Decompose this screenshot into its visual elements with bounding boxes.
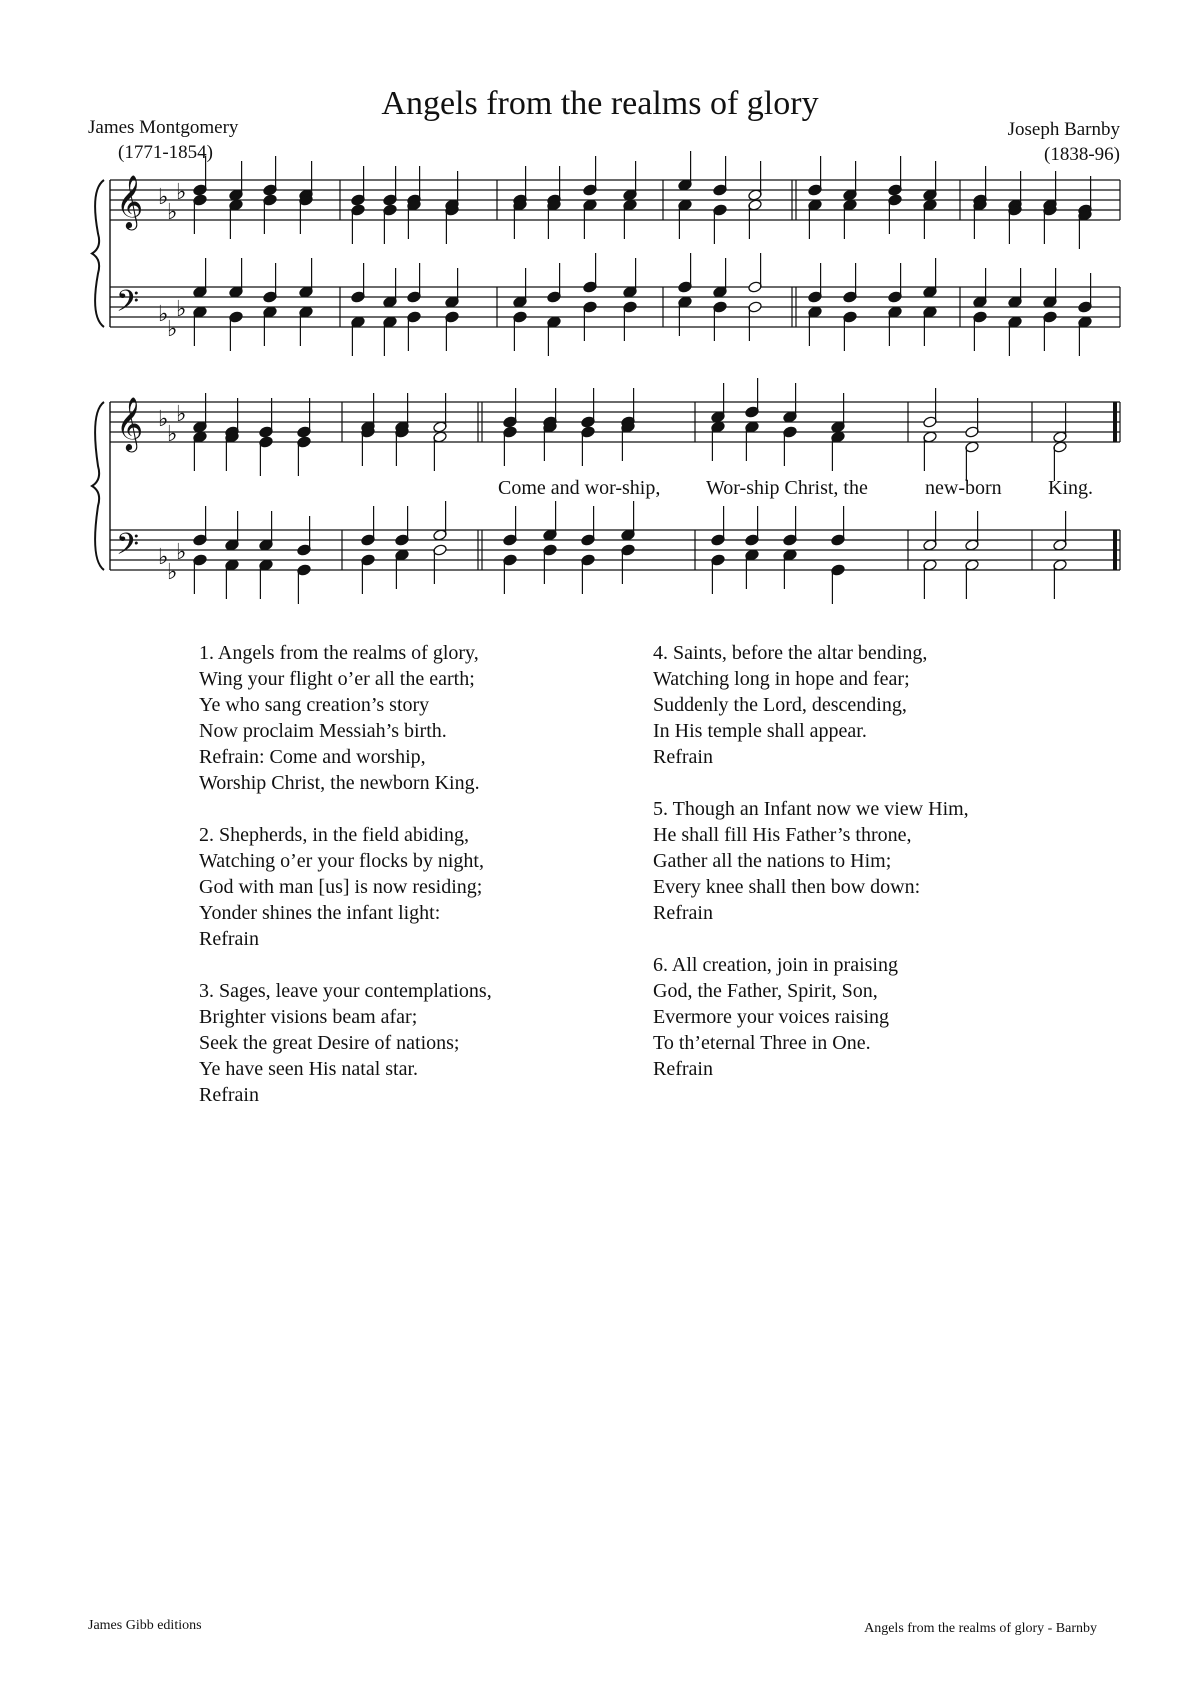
- page-title: Angels from the realms of glory: [381, 85, 819, 122]
- music-score: [0, 0, 1200, 640]
- stanza-line: Gather all the nations to Him;: [653, 850, 892, 872]
- stanza-line: To th’eternal Three in One.: [653, 1032, 871, 1054]
- stanza-line: Refrain: Come and worship,: [199, 746, 426, 768]
- stanza-6: [653, 952, 969, 1082]
- stanza-line: Watching o’er your flocks by night,: [199, 850, 484, 872]
- flat-icon: ♭: [158, 407, 169, 432]
- stanza-line: 4. Saints, before the altar bending,: [653, 642, 928, 664]
- flat-icon: ♭: [176, 297, 187, 322]
- brace: [92, 402, 104, 570]
- stanza-line: Evermore your voices raising: [653, 1006, 890, 1028]
- flat-icon: ♭: [167, 560, 178, 585]
- stanza-line: Refrain: [653, 902, 713, 924]
- stanza-line: In His temple shall appear.: [653, 720, 867, 742]
- stanza-line: God, the Father, Spirit, Son,: [653, 980, 878, 1002]
- stanza-line: Suddenly the Lord, descending,: [653, 694, 907, 716]
- stanza-line: Yonder shines the infant light:: [199, 902, 441, 924]
- bass-clef-icon: 𝄢: [116, 528, 140, 569]
- flat-icon: ♭: [176, 402, 187, 427]
- flat-icon: ♭: [167, 422, 178, 447]
- stanza-line: 2. Shepherds, in the field abiding,: [199, 824, 469, 846]
- brace: [92, 180, 104, 327]
- stanza-line: Watching long in hope and fear;: [653, 668, 910, 690]
- bass-clef-icon: 𝄢: [116, 285, 140, 326]
- flat-icon: ♭: [176, 180, 187, 205]
- refrain-lyric: new-born: [925, 477, 1002, 499]
- stanza-line: Refrain: [653, 746, 713, 768]
- stanza-line: Refrain: [199, 1084, 259, 1106]
- stanza-4: [653, 640, 969, 770]
- footer-title: Angels from the realms of glory - Barnby: [864, 1621, 1097, 1636]
- stanza-line: Refrain: [653, 1058, 713, 1080]
- flat-icon: ♭: [158, 302, 169, 327]
- stanza-line: Now proclaim Messiah’s birth.: [199, 720, 447, 742]
- composer-name: Joseph Barnby: [1007, 119, 1120, 140]
- stanza-line: He shall fill His Father’s throne,: [653, 824, 912, 846]
- stanza-1: [199, 640, 492, 796]
- refrain-lyric: Wor-ship Christ, the: [706, 477, 868, 499]
- stanza-2: [199, 822, 492, 952]
- flat-icon: ♭: [176, 540, 187, 565]
- treble-clef-icon: 𝄞: [116, 174, 144, 228]
- stanza-column-left: [199, 640, 492, 1134]
- stanza-line: 6. All creation, join in praising: [653, 954, 898, 976]
- composer-dates: (1838-96): [1044, 144, 1120, 165]
- flat-icon: ♭: [167, 317, 178, 342]
- stanza-line: Wing your flight o’er all the earth;: [199, 668, 475, 690]
- refrain-lyric: Come and wor-ship,: [498, 477, 661, 499]
- stanza-line: Ye have seen His natal star.: [199, 1058, 419, 1080]
- lyricist-dates: (1771-1854): [118, 142, 213, 163]
- flat-icon: ♭: [167, 200, 178, 225]
- stanza-line: Every knee shall then bow down:: [653, 876, 921, 898]
- treble-clef-icon: 𝄞: [116, 396, 144, 450]
- stanza-line: Worship Christ, the newborn King.: [199, 772, 480, 794]
- stanza-line: 5. Though an Infant now we view Him,: [653, 798, 969, 820]
- stanza-line: Brighter visions beam afar;: [199, 1006, 418, 1028]
- flat-icon: ♭: [158, 545, 169, 570]
- refrain-lyric: King.: [1048, 477, 1093, 499]
- flat-icon: ♭: [158, 185, 169, 210]
- stanza-5: [653, 796, 969, 926]
- lyricist-name: James Montgomery: [88, 117, 239, 138]
- stanza-line: God with man [us] is now residing;: [199, 876, 483, 898]
- footer-publisher: James Gibb editions: [88, 1618, 202, 1633]
- stanza-line: Seek the great Desire of nations;: [199, 1032, 460, 1054]
- stanza-line: Refrain: [199, 928, 259, 950]
- stanza-column-right: [653, 640, 969, 1108]
- stanza-3: [199, 978, 492, 1108]
- stanza-line: Ye who sang creation’s story: [199, 694, 430, 716]
- stanza-line: 3. Sages, leave your contemplations,: [199, 980, 492, 1002]
- stanza-line: 1. Angels from the realms of glory,: [199, 642, 479, 664]
